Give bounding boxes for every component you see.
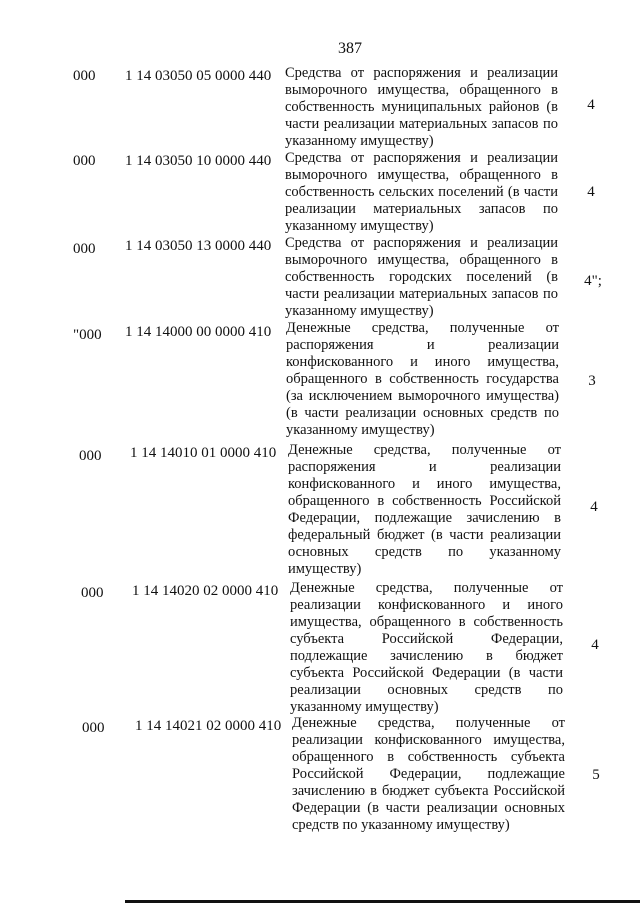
admin-code: 000 bbox=[73, 153, 96, 169]
admin-code: 000 bbox=[73, 241, 96, 257]
admin-code: 000 bbox=[81, 585, 104, 601]
admin-code: 000 bbox=[79, 448, 102, 464]
norm-value: 4 bbox=[587, 184, 595, 200]
budget-classification-code: 1 14 14010 01 0000 410 bbox=[130, 445, 277, 461]
budget-classification-code: 1 14 03050 13 0000 440 bbox=[125, 238, 272, 254]
revenue-description: Денежные средства, полученные от распоряжения и реализации конфискованного и иного имущества, обращенного в собственность государства (за исключением выморочного имущества) (в части реализации основных средств по указанному имуществу) bbox=[286, 320, 559, 438]
budget-classification-code: 1 14 14000 00 0000 410 bbox=[125, 324, 272, 340]
norm-value: 4 bbox=[590, 499, 598, 515]
revenue-description: Денежные средства, полученные от реализации конфискованного и иного имущества, обращенного в собственность субъекта Российской Федерации, подлежащие зачислению в бюджет субъекта Российской Федерации (в части реализации основных средств по указанному имуществу) bbox=[290, 580, 563, 715]
norm-value: 3 bbox=[588, 373, 596, 389]
revenue-description: Средства от распоряжения и реализации выморочного имущества, обращенного в собственность городских поселений (в части реализации материальных запасов по указанному имуществу) bbox=[285, 235, 558, 319]
budget-classification-code: 1 14 14021 02 0000 410 bbox=[135, 718, 282, 734]
norm-value: 4 bbox=[587, 97, 595, 113]
page-number: 387 bbox=[338, 40, 362, 57]
revenue-description: Средства от распоряжения и реализации выморочного имущества, обращенного в собственность сельских поселений (в части реализации материальных запасов по указанному имуществу) bbox=[285, 150, 558, 234]
budget-classification-code: 1 14 03050 05 0000 440 bbox=[125, 68, 272, 84]
norm-value: 5 bbox=[592, 767, 600, 783]
budget-classification-code: 1 14 14020 02 0000 410 bbox=[132, 583, 279, 599]
admin-code: 000 bbox=[73, 68, 96, 84]
revenue-description: Денежные средства, полученные от распоряжения и реализации конфискованного и иного имущества, обращенного в собственность Российской Федерации, подлежащие зачислению в федеральный бюджет (в части реализации основных средств по указанному имуществу) bbox=[288, 442, 561, 577]
norm-value: 4"; bbox=[584, 273, 602, 289]
budget-classification-code: 1 14 03050 10 0000 440 bbox=[125, 153, 272, 169]
revenue-description: Денежные средства, полученные от реализации конфискованного имущества, обращенного в собственность субъекта Российской Федерации, подлежащие зачислению в бюджет субъекта Российской Федерации (в части реализации основных средств по указанному имуществу) bbox=[292, 715, 565, 833]
revenue-description: Средства от распоряжения и реализации выморочного имущества, обращенного в собственность муниципальных районов (в части реализации материальных запасов по указанному имуществу) bbox=[285, 65, 558, 149]
admin-code: 000 bbox=[82, 720, 105, 736]
norm-value: 4 bbox=[591, 637, 599, 653]
admin-code: "000 bbox=[73, 327, 102, 343]
bottom-scan-edge-line bbox=[125, 900, 640, 903]
